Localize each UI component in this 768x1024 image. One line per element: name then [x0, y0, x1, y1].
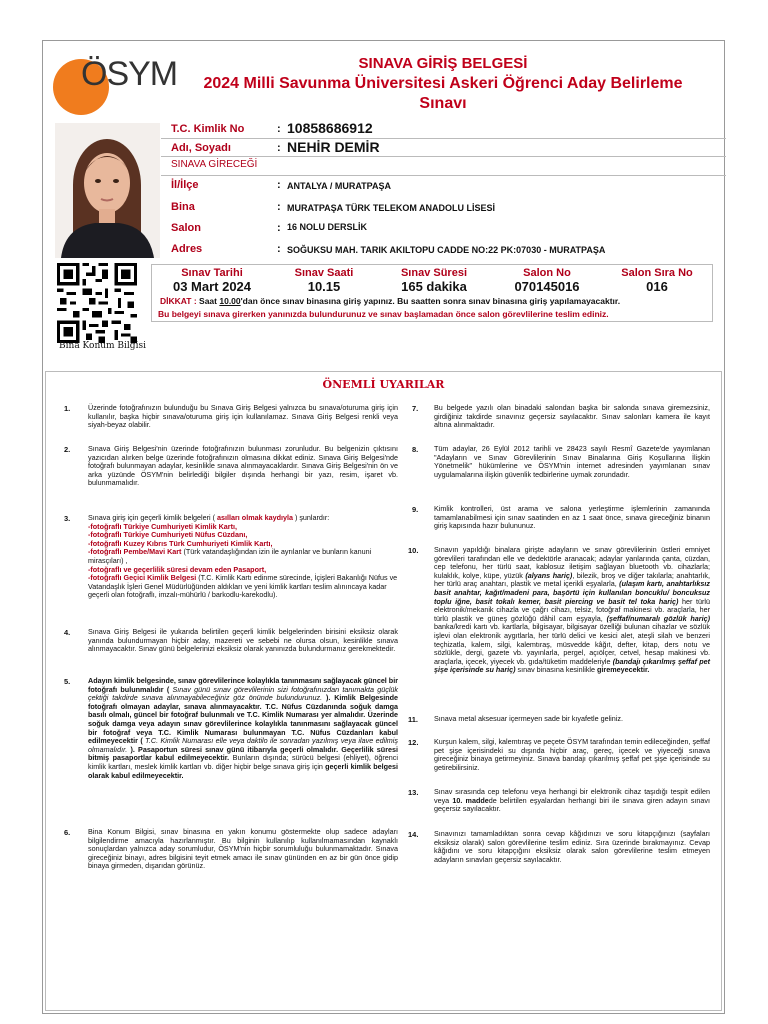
warning-number: 2. [64, 445, 71, 454]
w13-part: Sınav sırasında cep telefonu veya herhangi bir elektronik cihaz taşıdığı tespit edilen veya [434, 787, 710, 805]
w3-intro: Sınava giriş için geçerli kimlik belgeleri ( [88, 513, 218, 522]
w5-part: Bunların dışında; sürücü belgesi (ehliyet), öğrenci kimlik kartları, meslek kimlik kartları vb. diğer hiçbir belge sınava giriş için [88, 753, 398, 771]
warnings-title: ÖNEMLİ UYARILAR [322, 378, 445, 391]
building-row [161, 197, 726, 217]
exam-details-box [151, 264, 713, 322]
warning-number: 10. [408, 546, 419, 555]
warning-item-6: Bina Konum Bilgisi, sınav binasına en yakın konumu göstermekte olup sadece adayları bilgilendirme amacıyla hazırlanmıştır. Bu bilginin kullanılıp kullanılmamasından kaynaklı sonuçlardan yalnızca aday sorumludur, ÖSYM'nin hiçbir sorumluluğu bulunmamaktadır. Sınava gireceğiniz binayı, adres bilgisini teyit etmek amacı ile sınav gününden en az bir gün önce gidip binaya girmeden, dışarıdan görünüz. [88, 827, 398, 871]
w5-part: geçerli kimlik belgesi olarak kabul edilmeyecektir. [88, 761, 398, 780]
w10-part: (şeffaf/numaralı gözlük hariç) [606, 613, 710, 623]
w13-part: de belirtilen eşyalardan herhangi biri ile sınava giren adayın sınavı geçersiz sayılacaktır. [434, 795, 711, 814]
exam-time [274, 267, 374, 294]
important-warnings [45, 371, 722, 1011]
exam-duration-value: 165 dakika [401, 279, 467, 294]
notice-text: 'dan önce sınav binasına giriş yapınız. Bu saatten sonra sınav binasına giriş yapılamayacaktır. [240, 296, 621, 306]
warning-item-13 [434, 788, 710, 814]
room-label: Salon [171, 222, 201, 234]
section-row [161, 154, 726, 174]
tc-row [161, 119, 726, 139]
section-label: SINAVA GİRECEĞİ [171, 159, 258, 170]
exam-seat-value: 016 [646, 279, 668, 294]
city-label: İl/İlçe [171, 179, 199, 191]
notice-handover: Bu belgeyi sınava girerken yanınızda bulundurunuz ve sınav başlamadan önce salon görevlilerine teslim ediniz. [158, 309, 609, 319]
warning-item-11: Sınava metal aksesuar içermeyen sade bir kıyafetle geliniz. [434, 714, 623, 723]
candidate-photo [55, 123, 160, 258]
w3-line-note: (T.C. Kimlik Kartı edinme sürecinde, İçişleri Bakanlığı Nüfus ve Vatandaşlık İşleri Genel Müdürlüğünden aldıkları ve yeni kimlik kartları teslim alınıncaya kadar geçerli olan fotoğraflı, imzalı-mühürlü / barkodlu-karekodlu). [88, 573, 398, 600]
room-value: 16 NOLU DERSLİK [287, 222, 368, 232]
warning-number: 5. [64, 677, 71, 686]
qr-code-icon[interactable] [57, 263, 137, 343]
notice-entry-time [160, 296, 620, 306]
warning-item-9: Kimlik kontrolleri, üst arama ve salona yerleştirme işlemlerinin zamanında tamamlanabilmesi için sınav saatinden en az 1 saat önce, sınava gireceğiniz binanın giriş kapısında hazır bulununuz. [434, 504, 710, 531]
w3-line: -fotoğraflı Kuzey Kıbrıs Türk Cumhuriyeti Kimlik Kartı, [88, 538, 273, 548]
w10-part: (bandajı çıkarılmış şeffaf pet şişe içerisinde su hariç) [434, 656, 710, 675]
w5-part: Adayın kimlik belgesinde, sınav görevlilerince kolaylıkla tanınmasını sağlayacak güncel bir fotoğrafı bulunmalıdır ( [88, 676, 398, 694]
room-colon: : [277, 222, 281, 234]
address-row [161, 239, 726, 259]
w10-part: , bilezik, broş ve diğer takılarla; anahtarlık, her türlü araç anahtarı, plastik ve metal içerikli eşyalarla, [434, 570, 710, 589]
exam-room-no-label: Salon No [523, 267, 571, 279]
warning-number: 12. [408, 738, 419, 747]
warning-item-14: Sınavınızı tamamladıktan sonra cevap kâğıdınızı ve soru kitapçığınızı (sayfaları eksiksiz olarak) salon görevlilerine teslim ediniz. Sıra üzerinde bırakmayınız. Cevap kâğıdını ve soru kitapçığını eksiksiz olarak salon görevlilerine teslim etmeyen adayların sınavları geçersiz sayılacaktır. [434, 829, 710, 864]
name-value: NEHİR DEMİR [287, 139, 380, 155]
exam-room-no-value: 070145016 [514, 279, 580, 294]
warning-number: 7. [412, 404, 419, 413]
warning-number: 11. [408, 715, 419, 724]
notice-saat: Saat [199, 296, 220, 306]
warning-item-1: Üzerinde fotoğrafınızın bulunduğu bu Sınava Giriş Belgesi yalnızca bu sınava/oturuma giriş için kullanılır, başka hiçbir sınava/oturuma giriş için kullanılamaz. Sınava Giriş Belgesi renkli veya siyah-beyaz olabilir. [88, 403, 398, 430]
tc-label: T.C. Kimlik No [171, 123, 245, 135]
exam-duration [384, 267, 484, 294]
exam-time-value: 10.15 [307, 279, 341, 294]
warning-number: 1. [64, 404, 71, 413]
city-colon: : [277, 179, 281, 191]
w13-part: 10. madde [452, 795, 489, 805]
warning-number: 4. [64, 628, 71, 637]
w5-part: T.C. Kimlik Numarası elle veya daktilo ile sonradan yazılmış veya ilave edilmiş olmamalıdır. [88, 736, 398, 754]
candidate-photo-icon [55, 123, 160, 258]
w10-part: giremeyecektir. [597, 665, 650, 675]
exam-seat-label: Salon Sıra No [621, 267, 693, 279]
exam-time-label: Sınav Saati [294, 267, 354, 279]
w3-line-note: (Türk vatandaşlığından izin ile ayrılanlar ve bunların kanuni mirasçıları) , [88, 547, 372, 565]
w3-intro-end: ) şunlardır: [292, 513, 330, 522]
w3-line: -fotoğraflı ve geçerlilik süresi devam eden Pasaport, [88, 564, 267, 574]
tc-value: 10858686912 [287, 120, 373, 136]
building-colon: : [277, 201, 281, 213]
title-line-2: 2024 Milli Savunma Üniversitesi Askeri Öğrenci Aday Belirleme [203, 75, 683, 92]
warning-item-8: Tüm adaylar, 26 Eylül 2012 tarihli ve 28423 sayılı Resmî Gazete'de yayımlanan "Adayların ve Sınav Görevlilerinin Sınav Binalarına Giriş Koşullarına İlişkin Yönetmelik" hükümlerine ve ÖSYM'nin internet adresinden yayımlanan sınav uygulamalarına ilişkin güvenlik tedbirlerine uymak zorundadır. [434, 444, 710, 479]
building-label: Bina [171, 201, 195, 213]
exam-seat [607, 267, 707, 294]
tc-colon: : [277, 123, 281, 135]
w5-part: ). Kimlik Belgesinde fotoğrafı olmayan adaylar, sınava alınmayacaktır. T.C. Nüfus Cüzdanında soğuk damga basılı olmalı, güncel bir fotoğraf bulunmalı ve T.C. Kimlik Numarası yer almalıdır. Üzerinde soğuk damga veya adayın sınav görevlilerince kolaylıkla tanınmasını sağlayacak güncel bir fotoğraf veya T.C. Kimlik Numarası bulunmayan T.C. Nüfus Cüzdanları kabul edilmeyecektir ( [88, 693, 398, 746]
w3-line: -fotoğraflı Türkiye Cumhuriyeti Kimlik Kartı, [88, 521, 237, 531]
city-value: ANTALYA / MURATPAŞA [287, 181, 392, 191]
w3-line: -fotoğraflı Pembe/Mavi Kart [88, 547, 182, 557]
document-header [43, 41, 726, 119]
warning-item-2: Sınava Giriş Belgesi'nin üzerinde fotoğrafınızın bulunması zorunludur. Bu belgenizin çıktısını yazıcıdan alırken belge üzerinde fotoğrafınızın olmasına dikkat ediniz. Sınava Giriş Belgesi'nde fotoğrafı bulunmayan adaylar, kesinlikle sınava alınmayacaklardır. Sınava Giriş Belgesi'nin ön ve arka yüzünde ÖSYM'nin belirlediği bilgiler dışında herhangi bir yazı, resim, işaret vb. bulunmamalıdır. [88, 444, 398, 488]
building-value: MURATPAŞA TÜRK TELEKOM ANADOLU LİSESİ [287, 203, 495, 213]
warning-number: 6. [64, 828, 71, 837]
w3-line: -fotoğraflı Türkiye Cumhuriyeti Nüfus Cüzdanı, [88, 530, 248, 540]
logo-text: ÖSYM [81, 55, 178, 93]
w10-part: (alyans hariç) [525, 570, 573, 580]
title-line-3: Sınavı [419, 95, 467, 112]
notice-prefix: DİKKAT : [160, 296, 200, 306]
qr-label: Bina Konum Bilgisi [59, 341, 146, 351]
address-colon: : [277, 243, 281, 255]
room-row [161, 218, 726, 238]
warning-item-7: Bu belgede yazılı olan binadaki salondan başka bir salonda sınava giremezsiniz, girdiğiniz takdirde sınavınız geçersiz sayılacaktır. Sınav salonları kamera ile kayıt altına alınmaktadır. [434, 403, 710, 430]
osym-logo [51, 55, 178, 115]
w3-intro-red: asılları olmak kaydıyla [217, 513, 293, 522]
document-title [183, 55, 703, 114]
address-label: Adres [171, 243, 203, 255]
w5-part: Sınav günü sınav görevlilerinin sizi fotoğrafınızdan tanımakta güçlük çektiği takdirde sınava alınmayabileceğiniz göz önünde bulundurunuz. [88, 684, 399, 703]
exam-duration-label: Sınav Süresi [400, 267, 468, 279]
address-value: SOĞUKSU MAH. TARIK AKILTOPU CADDE NO:22 PK:07030 - MURATPAŞA [287, 245, 606, 255]
w10-part: (ulaşım kartı, anahtarlıksız basit anahtar, kağıt/madeni para, başörtü için kullanılan boncuklu/ boncuksuz toplu iğne, basit tokalı kemer, basit piercing ve basit tel toka hariç) [434, 579, 710, 606]
name-label: Adı, Soyadı [171, 142, 231, 154]
w5-part: ). Pasaportun süresi sınav günü itibarıyla geçerli olmalıdır. Geçerlilik süresi bitmiş pasaportlar kabul edilmeyecektir. [88, 744, 398, 763]
w10-part: banka/kredi kartı vb. kartlarla, bilgisayar, bilgisayar özelliği bulunan cihazlar ve sözlük işlevi olan elektronik aygıtlarla, her türlü delici ve kesici alet, ateşli silah ve benzeri teçhizatla, kalem, silgi, kalemtıraş, müsvedde kâğıt, defter, kitap, ders notu ve sözlükle, dergi, gazete vb. yayınlarla, pergel, açıölçer, cetvel, hesap makinesi vb. araçlarla, içecek, yiyecek vb. gıda/tüketim maddeleriyle [434, 622, 710, 666]
notice-time: 10.00 [219, 296, 241, 306]
warning-number: 9. [412, 505, 419, 514]
warning-item-12: Kurşun kalem, silgi, kalemtıraş ve peçete ÖSYM tarafından temin edileceğinden, şeffaf pet şişe içerisindeki su dışında hiçbir araç, gereç, içecek ve yiyeceği sınava gireceğiniz binaya getirmeyiniz. Sınava bandajı çıkarılmış şeffaf pet şişe içerisinde su getirebilirsiniz. [434, 737, 710, 772]
exam-date-value: 03 Mart 2024 [172, 279, 252, 294]
w10-part: her türlü elektronik/mekanik cihazla ve çağrı cihazı, telsiz, fotoğraf makinesi vb. araçlarla, her türlü plastik ve güneş gözlüğü dâhil cam eşyayla, [434, 596, 710, 623]
warning-item-3 [88, 514, 398, 600]
w10-part: sınav binasına kesinlikle [515, 665, 598, 675]
warning-item-4: Sınava Giriş Belgesi ile yukarıda belirtilen geçerli kimlik belgelerinden birisini eksiksiz olarak yanında bulundurmayan hiçbir aday, mazereti ve sebebi ne olursa olsun, kesinlikle sınava alınmayacaktır. Sınav günü belgelerinizi eksiksiz olarak yanınızda bulundurmanız gerekmektedir. [88, 627, 398, 654]
w3-line: -fotoğraflı Geçici Kimlik Belgesi [88, 573, 197, 583]
warning-number: 13. [408, 788, 419, 797]
exam-date [162, 267, 262, 294]
warning-item-5 [88, 677, 398, 780]
warning-number: 14. [408, 830, 419, 839]
title-line-1: SINAVA GİRİŞ BELGESİ [358, 55, 528, 72]
name-colon: : [277, 142, 281, 154]
exam-room-no [497, 267, 597, 294]
warning-item-10 [434, 546, 710, 675]
warning-number: 8. [412, 445, 419, 454]
exam-date-label: Sınav Tarihi [181, 267, 243, 279]
exam-entry-document [42, 40, 725, 1014]
city-row [161, 175, 726, 195]
w10-part: Sınavın yapıldığı binalara girişte adayların ve sınav görevlilerinin üstleri emniyet görevlileri tarafından elle ve dedektörle aranacak; adaylar yanlarında çanta, cüzdan, cep telefonu, her türlü saat, kablosuz iletişim sağlayan bluetooth vb. cihazlarla; kulaklık, kolye, küpe, yüzük [434, 545, 710, 580]
warning-number: 3. [64, 514, 71, 523]
